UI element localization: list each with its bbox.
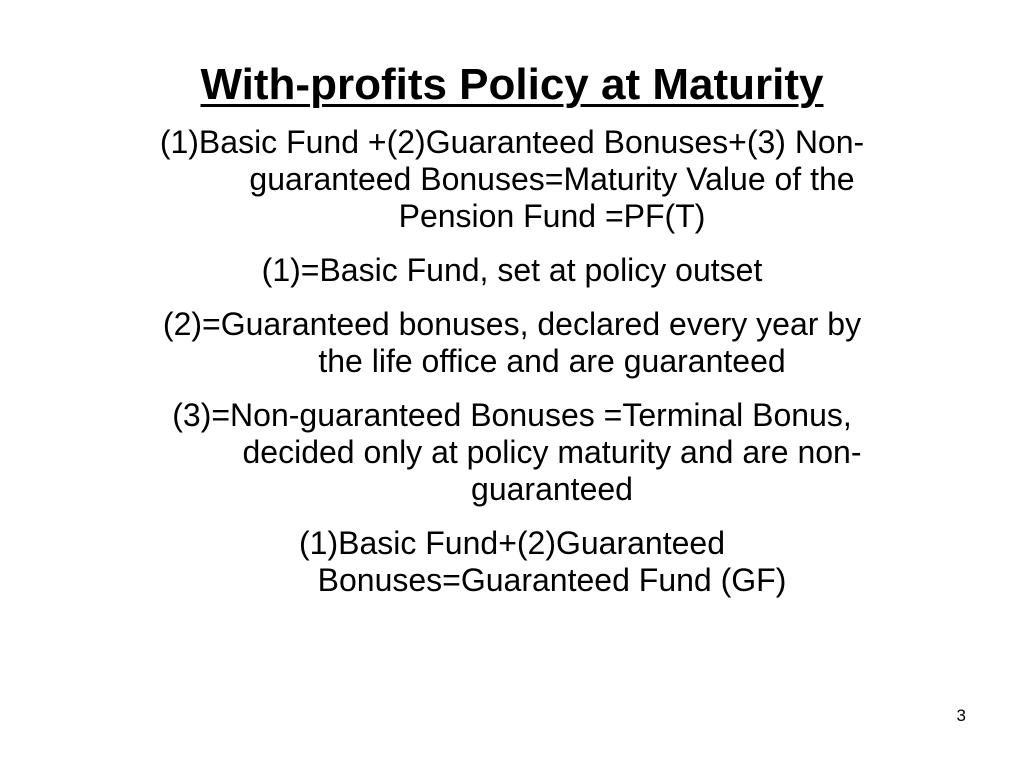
paragraph-guaranteed-bonuses bbox=[60, 306, 964, 380]
paragraph-line: (1)Basic Fund +(2)Guaranteed Bonuses+(3) Non- bbox=[159, 124, 865, 160]
paragraph-maturity-value bbox=[60, 124, 964, 235]
slide-body bbox=[60, 124, 964, 616]
slide-title-text: With-profits Policy at Maturity bbox=[200, 60, 824, 109]
paragraph-line: decided only at policy maturity and are non- bbox=[242, 434, 862, 470]
paragraph-line: guaranteed bbox=[471, 471, 633, 507]
paragraph-line: (1)Basic Fund+(2)Guaranteed bbox=[299, 525, 725, 561]
paragraph-line: Bonuses=Guaranteed Fund (GF) bbox=[317, 562, 787, 598]
paragraph-line: guaranteed Bonuses=Maturity Value of the bbox=[249, 161, 855, 197]
paragraph-line: (1)=Basic Fund, set at policy outset bbox=[261, 252, 763, 288]
slide-title bbox=[0, 58, 1024, 112]
paragraph-line: (2)=Guaranteed bonuses, declared every year by bbox=[162, 306, 862, 342]
paragraph-line: Pension Fund =PF(T) bbox=[398, 198, 706, 234]
paragraph-guaranteed-fund bbox=[60, 525, 964, 599]
paragraph-line: the life office and are guaranteed bbox=[318, 343, 786, 379]
paragraph-terminal-bonus bbox=[60, 397, 964, 508]
paragraph-line: (3)=Non-guaranteed Bonuses =Terminal Bonus, bbox=[172, 397, 852, 433]
paragraph-basic-fund bbox=[60, 252, 964, 289]
slide-number: 3 bbox=[956, 706, 966, 725]
